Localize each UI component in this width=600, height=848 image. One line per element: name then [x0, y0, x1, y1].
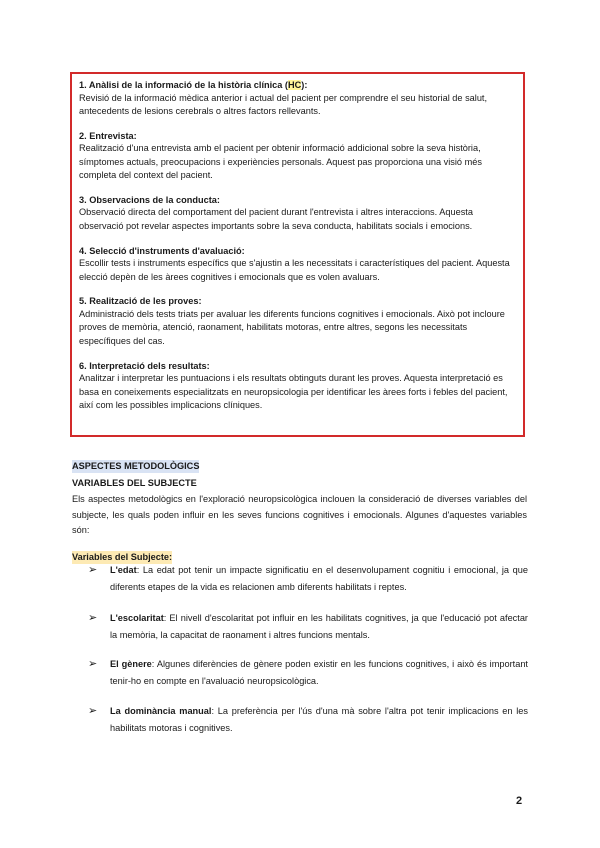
variable-term: El gènere [110, 659, 152, 669]
list-item [88, 610, 528, 644]
step-title: 1. Anàlisi de la informació de la història clínica (HC): [79, 80, 308, 90]
step-4 [79, 245, 516, 285]
assessment-steps-box [70, 72, 525, 437]
list-item [88, 656, 528, 690]
step-1 [79, 79, 516, 119]
variables-heading: Variables del Subjecte: [72, 552, 173, 562]
step-title: 3. Observacions de la conducta: [79, 194, 220, 205]
variable-description: : La preferència per l'ús d'una mà sobre l'altra pot tenir implicacions en les habilitats motoras i cognitives. [110, 706, 529, 733]
arrow-bullet-icon: ➢ [88, 612, 98, 624]
methodology-section [72, 456, 527, 539]
step-title: 4. Selecció d'instruments d'avaluació: [79, 245, 245, 256]
subheading: VARIABLES DEL SUBJECTE [72, 478, 197, 488]
step-2 [79, 130, 516, 183]
section-heading: ASPECTES METODOLÒGICS [72, 461, 200, 471]
step-description: Realització d'una entrevista amb el pacient per obtenir informació addicional sobre la seva història, símptomes actuals, preocupacions i experiències personals. Aquest pas proporciona una visió més completa del context del pacient. [79, 143, 482, 181]
variable-description: : El nivell d'escolaritat pot influir en les habilitats cognitives, ja que l'educació pot afectar la memòria, la capacitat de raonament i altres funcions mentals. [110, 613, 528, 640]
variable-term: L'edat [110, 565, 137, 575]
step-3 [79, 194, 516, 234]
step-description: Analitzar i interpretar les puntuacions i els resultats obtinguts durant les proves. Aquesta interpretació es basa en coneixements especialitzats en neuropsicologia per identificar les àrees forts i febles del pacient, així com les possibles implicacions clíniques. [79, 373, 508, 411]
step-title: 2. Entrevista: [79, 130, 137, 141]
step-5 [79, 295, 516, 348]
variable-description: : La edat pot tenir un impacte significatiu en el desenvolupament cognitiu i emocional, ja que diferents etapes de la vida es relacionen amb diferents habilitats i reptes. [110, 565, 528, 592]
variable-term: La dominància manual [110, 706, 212, 716]
variable-term: L'escolaritat [110, 613, 164, 623]
step-description: Observació directa del comportament del pacient durant l'entrevista i altres interaccions. Aquesta observació pot revelar aspectes importants sobre la seva conducta, habilitats socials i emocions. [79, 207, 473, 232]
arrow-bullet-icon: ➢ [88, 705, 98, 717]
step-description: Escollir tests i instruments específics que s'ajustin a les necessitats i característiques del pacient. Aquesta elecció depèn de les àrees cognitives i emocionals que es volen avaluars. [79, 258, 510, 282]
list-item [88, 562, 528, 596]
arrow-bullet-icon: ➢ [88, 564, 98, 576]
step-title: 5. Realització de les proves: [79, 296, 202, 307]
arrow-bullet-icon: ➢ [88, 658, 98, 670]
step-title: 6. Interpretació dels resultats: [79, 360, 210, 371]
highlighted-abbreviation: HC [288, 80, 302, 90]
variable-description: : Algunes diferències de gènere poden existir en les funcions cognitives, i això és important tenir-ho en compte en l'avaluació neuropsicològica. [110, 659, 528, 686]
list-item [88, 703, 528, 737]
intro-paragraph: Els aspectes metodològics en l'exploració neuropsicològica inclouen la consideració de diverses variables del subjecte, les quals poden influir en les seves funcions cognitives i emocionals. Algunes d'aquestes variables són: [72, 494, 527, 535]
page-number: 2 [516, 795, 523, 807]
step-description: Revisió de la informació mèdica anterior i actual del pacient per comprendre el seu historial de salut, antecedents de lesions cerebrals o altres factors rellevants. [79, 92, 488, 117]
step-description: Administració dels tests triats per avaluar les diferents funcions cognitives i emocionals. Això pot incloure proves de memòria, atenció, raonament, habilitats motoras, entre altres, segons les necessitats específiques del cas. [79, 308, 505, 347]
step-6 [79, 360, 516, 413]
